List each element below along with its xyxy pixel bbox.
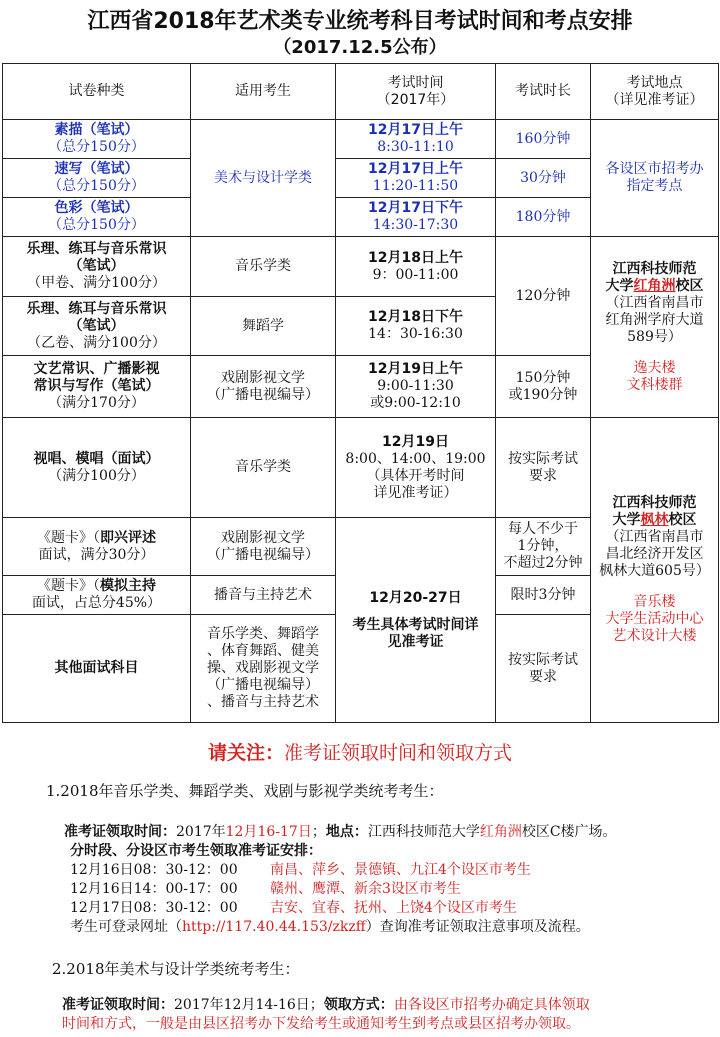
header-location: 考试地点 （详见准考证）: [591, 64, 719, 120]
duration-tika-zhuchi: 限时3分钟: [496, 576, 591, 615]
header-paper-type: 试卷种类: [3, 64, 191, 120]
paper-secai: 色彩（笔试） （总分150分）: [3, 198, 191, 237]
candidates-art-design: 美术与设计学类: [191, 120, 336, 237]
location-fenglin: 江西科技师范 大学枫林校区 （江西省南昌市 昌北经济开发区 枫林大道605号） 音乐楼 大学生活动中心 艺术设计大楼: [591, 418, 719, 723]
section1-heading: 1.2018年音乐学类、舞蹈学类、戏剧与影视学类统考考生：: [46, 782, 444, 800]
table-row: [3, 418, 719, 518]
time-wenyi: 12月19日上午 9:00-11:30 或9:00-12:10: [336, 356, 496, 418]
table-row: [3, 120, 719, 159]
paper-yueli-a: 乐理、练耳与音乐常识 （笔试） （甲卷、满分100分）: [3, 237, 191, 297]
duration-wenyi: 150分钟 或190分钟: [496, 356, 591, 418]
table-row: [3, 237, 719, 297]
candidates-yueli-b: 舞蹈学: [191, 297, 336, 356]
time-suxie: 12月17日上午 11:20-11:50: [336, 159, 496, 198]
duration-sumiao: 160分钟: [496, 120, 591, 159]
paper-sumiao: 素描（笔试） （总分150分）: [3, 120, 191, 159]
paper-other: 其他面试科目: [3, 615, 191, 723]
section1-slot-2: 12月16日14：00-17：00 赣州、鹰潭、新余3设区市考生: [70, 881, 461, 897]
time-secai: 12月17日下午 14:30-17:30: [336, 198, 496, 237]
section2-pickup-line: 准考证领取时间：2017年12月14-16日；领取方式：由各设区市招考办确定具体领取: [62, 997, 590, 1013]
header-duration: 考试时长: [496, 64, 591, 120]
candidates-shichang: 音乐学类: [191, 418, 336, 518]
header-candidates: 适用考生: [191, 64, 336, 120]
duration-shichang: 按实际考试 要求: [496, 418, 591, 518]
section2-heading: 2.2018年美术与设计学类统考考生：: [52, 960, 300, 978]
notice-heading: 请关注：准考证领取时间和领取方式: [207, 742, 513, 764]
location-hongjiaozhou: 江西科技师范 大学红角洲校区 （江西省南昌市 红角洲学府大道 589号） 逸夫楼 文科楼群: [591, 237, 719, 418]
section1-schedule-heading: 分时段、分设区市考生领取准考证安排：: [70, 843, 322, 859]
time-yueli-a: 12月18日上午 9：00-11:00: [336, 237, 496, 297]
candidates-wenyi: 戏剧影视文学 （广播电视编导）: [191, 356, 336, 418]
duration-yueli: 120分钟: [496, 237, 591, 356]
section1-slot-1: 12月16日08：30-12：00 南昌、萍乡、景德镇、九江4个设区市考生: [70, 862, 531, 878]
candidates-other: 音乐学类、舞蹈学 、体育舞蹈、健美 操、戏剧影视文学 （广播电视编导） 、播音与主持艺术: [191, 615, 336, 723]
time-mianshi: 12月20-27日 考生具体考试时间详 见准考证: [336, 518, 496, 723]
candidates-tika-pingshu: 戏剧影视文学 （广播电视编导）: [191, 518, 336, 576]
paper-suxie: 速写（笔试） （总分150分）: [3, 159, 191, 198]
time-shichang: 12月19日 8:00、14:00、19:00 （具体开考时间 详见准考证）: [336, 418, 496, 518]
paper-yueli-b: 乐理、练耳与音乐常识 （笔试） （乙卷、满分100分）: [3, 297, 191, 356]
duration-tika-pingshu: 每人不少于 1分钟， 不超过2分钟: [496, 518, 591, 576]
section1-slot-3: 12月17日08：30-12：00 吉安、宜春、抚州、上饶4个设区市考生: [70, 900, 517, 916]
section1-pickup-line: 准考证领取时间：2017年12月16-17日；地点：江西科技师范大学红角洲校区C楼广场。: [64, 824, 617, 840]
time-sumiao: 12月17日上午 8:30-11:10: [336, 120, 496, 159]
duration-suxie: 30分钟: [496, 159, 591, 198]
website-link[interactable]: http://117.40.44.153/zkzff: [182, 919, 366, 935]
location-art-design: 各设区市招考办 指定考点: [591, 120, 719, 237]
duration-other: 按实际考试 要求: [496, 615, 591, 723]
page-title: 江西省2018年艺术类专业统考科目考试时间和考点安排: [87, 9, 633, 34]
exam-schedule-table: [2, 63, 719, 723]
paper-wenyi: 文艺常识、广播影视 常识与写作（笔试） （满分170分）: [3, 356, 191, 418]
duration-secai: 180分钟: [496, 198, 591, 237]
header-exam-time: 考试时间 （2017年）: [336, 64, 496, 120]
page-subtitle: （2017.12.5公布）: [273, 37, 447, 58]
paper-tika-pingshu: 《题卡》（即兴评述 面试，满分30分）: [3, 518, 191, 576]
paper-shichang: 视唱、模唱（面试） （满分100分）: [3, 418, 191, 518]
section1-website-line: 考生可登录网址（http://117.40.44.153/zkzff）查询准考证领取注意事项及流程。: [70, 919, 590, 935]
header-row: [3, 64, 719, 120]
candidates-yueli-a: 音乐学类: [191, 237, 336, 297]
candidates-tika-zhuchi: 播音与主持艺术: [191, 576, 336, 615]
section2-method-line: 时间和方式，一般是由县区招考办下发给考生或通知考生到考点或县区招考办领取。: [62, 1016, 580, 1032]
paper-tika-zhuchi: 《题卡》（模拟主持 面试，占总分45%）: [3, 576, 191, 615]
time-yueli-b: 12月18日下午 14：30-16:30: [336, 297, 496, 356]
